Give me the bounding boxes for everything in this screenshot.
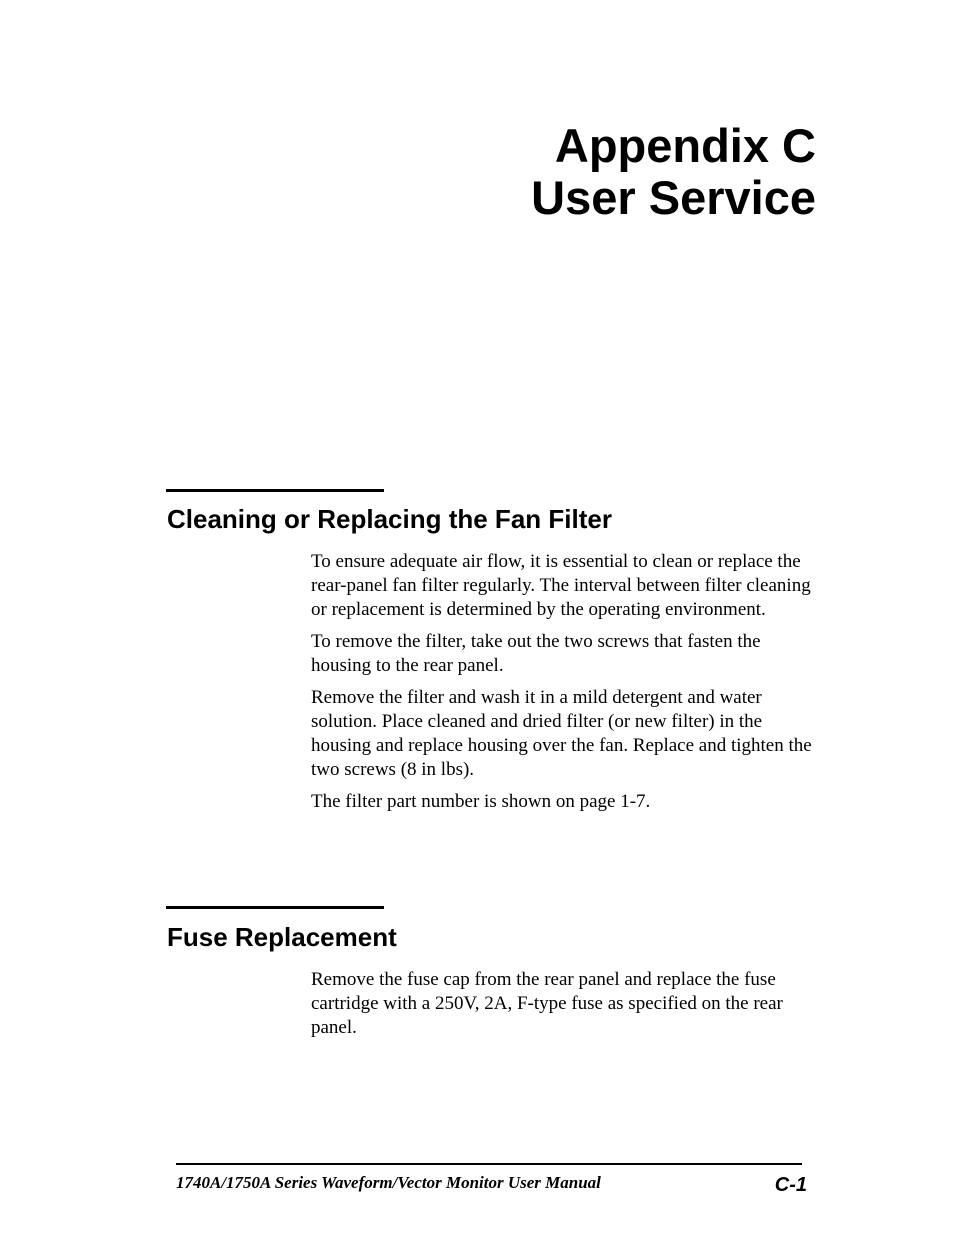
section-heading-fan-filter: Cleaning or Replacing the Fan Filter <box>167 504 612 534</box>
footer-rule <box>176 1163 802 1165</box>
paragraph: Remove the filter and wash it in a mild detergent and water solution. Place cleaned and dried filter (or new filter) in the housing and replace housing over the fan. Replace and tighten the two screws (8 in lbs). <box>311 687 812 780</box>
page-number: C-1 <box>774 1174 807 1196</box>
paragraph: Remove the fuse cap from the rear panel and replace the fuse cartridge with a 250V, 2A, F-type fuse as specified on the rear panel. <box>311 969 783 1038</box>
paragraph: To ensure adequate air flow, it is essential to clean or replace the rear-panel fan filter regularly. The interval between filter cleaning or replacement is determined by the operating environment. <box>311 551 811 620</box>
section-body-fan-filter <box>311 550 821 822</box>
appendix-subtitle: User Service <box>531 171 816 224</box>
paragraph: To remove the filter, take out the two screws that fasten the housing to the rear panel. <box>311 631 761 676</box>
section-rule-fuse <box>166 906 384 909</box>
paragraph: The filter part number is shown on page 1-7. <box>311 791 651 812</box>
section-heading-fuse: Fuse Replacement <box>167 922 397 952</box>
section-rule-fan-filter <box>166 489 384 492</box>
footer-manual-title: 1740A/1750A Series Waveform/Vector Monitor User Manual <box>176 1173 601 1192</box>
section-body-fuse <box>311 968 821 1048</box>
appendix-title: Appendix C <box>554 119 816 172</box>
